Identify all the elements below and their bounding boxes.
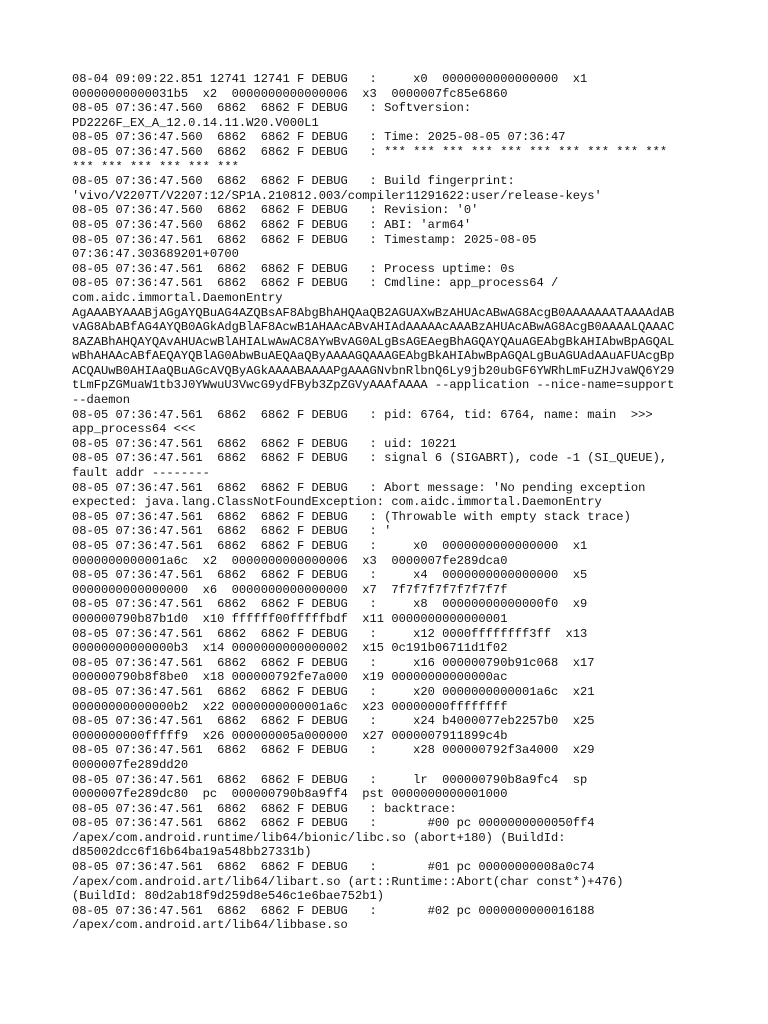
log-line: 08-05 07:36:47.560 6862 6862 F DEBUG : Softversion:: [72, 101, 472, 116]
log-line: ACQAUwB0AHIAaQBuAGcAVQByAGkAAAABAAAAPgAAAGNvbnRlbnQ6Ly9jb20ubGF6YWRhLmFuZHJvaWQ6Y29: [72, 363, 675, 378]
log-line: 08-05 07:36:47.561 6862 6862 F DEBUG : #00 pc 0000000000050ff4: [72, 816, 595, 831]
log-line: 07:36:47.303689201+0700: [72, 247, 239, 262]
log-line: 08-05 07:36:47.561 6862 6862 F DEBUG : x0 0000000000000000 x1: [72, 539, 588, 553]
log-line: 08-05 07:36:47.561 6862 6862 F DEBUG : uid: 10221: [72, 436, 457, 451]
log-line: 08-05 07:36:47.561 6862 6862 F DEBUG : x8 00000000000000f0 x9: [72, 597, 588, 612]
log-line: 08-05 07:36:47.561 6862 6862 F DEBUG : #01 pc 00000000008a0c74: [72, 860, 595, 875]
log-line: 0000000000000000 x6 0000000000000000 x7 7f7f7f7f7f7f7f7f: [72, 582, 508, 597]
log-line: 000000790b8f8be0 x18 000000792fe7a000 x19 00000000000000ac: [72, 670, 508, 685]
log-line: com.aidc.immortal.DaemonEntry: [72, 290, 283, 305]
log-line: PD2226F_EX_A_12.0.14.11.W20.V000L1: [72, 115, 319, 130]
log-line: 0000000000fffff9 x26 000000005a000000 x27 0000007911899c4b: [72, 728, 508, 743]
log-line: 08-05 07:36:47.561 6862 6862 F DEBUG : Cmdline: app_process64 /: [72, 276, 559, 291]
log-line: 00000000000000b2 x22 0000000000001a6c x23 00000000ffffffff: [72, 699, 508, 714]
log-line: 08-05 07:36:47.561 6862 6862 F DEBUG : x20 0000000000001a6c x21: [72, 684, 595, 699]
log-line: 000000790b87b1d0 x10 ffffff00fffffbdf x11 0000000000000001: [72, 611, 508, 626]
log-line: 08-05 07:36:47.561 6862 6862 F DEBUG : backtrace:: [72, 801, 457, 816]
log-line: d85002dcc6f16b64ba19a548bb27331b): [72, 845, 312, 860]
log-line: AgAAABYAAABjAGgAYQBuAG4AZQBsAF8AbgBhAHQAaQB2AGUAXwBzAHUAcABwAG8AcgB0AAAAAAATAAAAdAB: [72, 305, 675, 320]
log-line: 08-05 07:36:47.561 6862 6862 F DEBUG : ': [72, 524, 392, 539]
log-line: 0000000000001a6c x2 0000000000000006 x3 0000007fe289dca0: [72, 553, 508, 568]
log-line: vAG8AbABfAG4AYQB0AGkAdgBlAF8AcwB1AHAAcABvAHIAdAAAAAcAAABzAHUAcABwAG8AcgB0AAAALQAAAC: [72, 320, 675, 335]
log-line: 08-05 07:36:47.560 6862 6862 F DEBUG : ABI: 'arm64': [72, 217, 472, 232]
log-line: 00000000000000b3 x14 0000000000000002 x15 0c191b06711d1f02: [72, 641, 508, 656]
log-line: 'vivo/V2207T/V2207:12/SP1A.210812.003/compiler11291622:user/release-keys': [72, 188, 602, 203]
log-line: 08-05 07:36:47.560 6862 6862 F DEBUG : *** *** *** *** *** *** *** *** *** ***: [72, 144, 668, 159]
log-line: fault addr --------: [72, 466, 210, 481]
log-line: 08-05 07:36:47.561 6862 6862 F DEBUG : lr 000000790b8a9fc4 sp: [72, 772, 588, 787]
log-line: /apex/com.android.art/lib64/libbase.so: [72, 918, 348, 933]
log-line: wBhAHAAcABfAEQAYQBlAG0AbwBuAEQAaQByAAAAGQAAAGEAbgBkAHIAbwBpAGQALgBuAGUAdAAuAFUAcgBp: [72, 349, 675, 364]
log-line: 8AZABhAHQAYQAvAHUAcwBlAHIALwAwAC8AYwBvAG0ALgBsAGEAegBhAGQAYQAuAGEAbgBkAHIAbwBpAGQAL: [72, 334, 675, 349]
log-line: tLmFpZGMuaW1tb3J0YWwuU3VwcG9ydFByb3ZpZGVyAAAfAAAA --application --nice-name=support: [72, 378, 675, 393]
log-line: 08-05 07:36:47.561 6862 6862 F DEBUG : Timestamp: 2025-08-05: [72, 232, 537, 247]
log-line: 08-05 07:36:47.560 6862 6862 F DEBUG : Time: 2025-08-05 07:36:47: [72, 130, 566, 145]
log-line: *** *** *** *** *** ***: [72, 159, 239, 174]
log-document: [72, 72, 702, 933]
log-line: 08-05 07:36:47.561 6862 6862 F DEBUG : Abort message: 'No pending exception: [72, 480, 646, 495]
log-line: 08-05 07:36:47.561 6862 6862 F DEBUG : pid: 6764, tid: 6764, name: main >>>: [72, 407, 653, 422]
log-line: --daemon: [72, 393, 131, 408]
log-line: 08-05 07:36:47.561 6862 6862 F DEBUG : (Throwable with empty stack trace): [72, 509, 631, 524]
log-line: 08-05 07:36:47.561 6862 6862 F DEBUG : Process uptime: 0s: [72, 261, 515, 276]
log-line: 08-05 07:36:47.561 6862 6862 F DEBUG : x12 0000ffffffff3ff x13: [72, 626, 588, 641]
log-line: 08-05 07:36:47.561 6862 6862 F DEBUG : signal 6 (SIGABRT), code -1 (SI_QUEUE),: [72, 451, 668, 466]
log-line: 08-05 07:36:47.561 6862 6862 F DEBUG : #02 pc 0000000000016188: [72, 903, 595, 918]
log-line: 00000000000031b5 x2 0000000000000006 x3 0000007fc85e6860: [72, 86, 508, 101]
log-line: app_process64 <<<: [72, 422, 196, 437]
log-line: 08-05 07:36:47.561 6862 6862 F DEBUG : x16 000000790b91c068 x17: [72, 655, 595, 670]
log-line: 0000007fe289dd20: [72, 757, 189, 772]
log-line: 08-05 07:36:47.561 6862 6862 F DEBUG : x4 0000000000000000 x5: [72, 568, 588, 583]
log-line: 08-05 07:36:47.560 6862 6862 F DEBUG : Build fingerprint:: [72, 174, 515, 189]
log-line: 0000007fe289dc80 pc 000000790b8a9ff4 pst 0000000000001000: [72, 787, 508, 802]
log-line: 08-05 07:36:47.560 6862 6862 F DEBUG : Revision: '0': [72, 203, 479, 218]
log-line: 08-05 07:36:47.561 6862 6862 F DEBUG : x28 000000792f3a4000 x29: [72, 743, 595, 758]
log-line: expected: java.lang.ClassNotFoundException: com.aidc.immortal.DaemonEntry: [72, 495, 602, 510]
log-line: (BuildId: 80d2ab18f9d259d8e546c1e6bae752b1): [72, 889, 385, 904]
log-line: 08-04 09:09:22.851 12741 12741 F DEBUG : x0 0000000000000000 x1: [72, 72, 588, 86]
log-line: /apex/com.android.runtime/lib64/bionic/libc.so (abort+180) (BuildId:: [72, 830, 566, 845]
log-line: /apex/com.android.art/lib64/libart.so (art::Runtime::Abort(char const*)+476): [72, 874, 624, 889]
log-line: 08-05 07:36:47.561 6862 6862 F DEBUG : x24 b4000077eb2257b0 x25: [72, 714, 595, 729]
